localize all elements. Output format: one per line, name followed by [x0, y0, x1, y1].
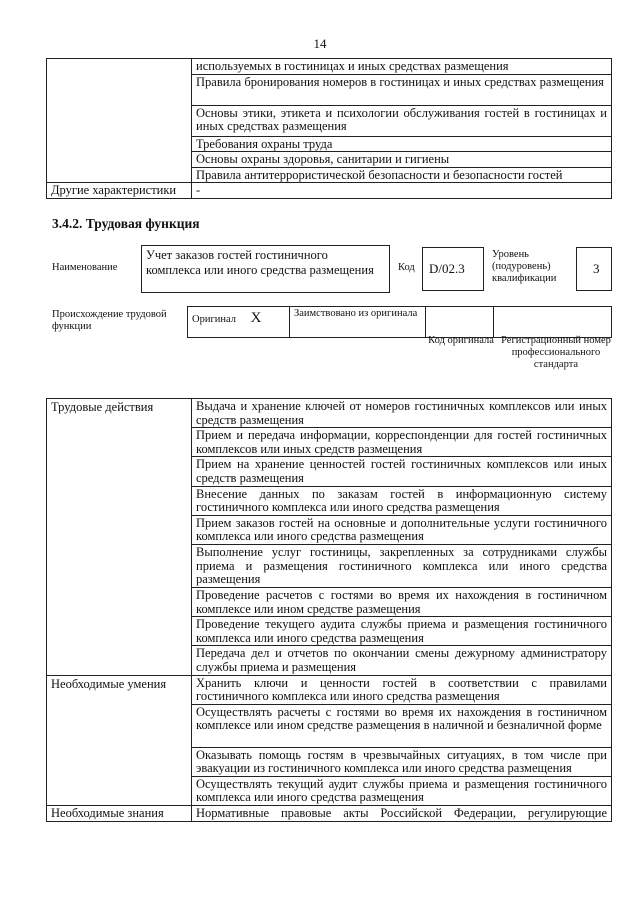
page-number: 14 [313, 36, 327, 51]
action-row: Выдача и хранение ключей от номеров гостиничных комплексов или иных средств размещения [192, 399, 612, 428]
origin-table [187, 306, 612, 338]
original-code-cell [426, 307, 494, 338]
knowledge-row: Правила антитеррористической безопасности и безопасности гостей [192, 167, 612, 183]
function-name-box [141, 245, 390, 293]
registration-number-cell [494, 307, 612, 338]
action-row: Внесение данных по заказам гостей в информационную систему гостиничного комплекса или иного средства размещения [192, 486, 612, 515]
other-characteristics-value: - [192, 183, 612, 199]
original-mark: X [250, 310, 262, 326]
code-label: Код [398, 262, 415, 273]
action-row: Проведение расчетов с гостями во время их нахождения в гостиничном комплексе или ином средстве размещения [192, 587, 612, 616]
action-row: Выполнение услуг гостиницы, закрепленных за сотрудниками службы приема и размещения гостиничного комплекса или иного средства размещения [192, 544, 612, 587]
action-row: Проведение текущего аудита службы приема и размещения гостиничного комплекса или иного средства размещения [192, 617, 612, 646]
skill-row: Осуществлять расчеты с гостями во время их нахождения в гостиничном комплексе или ином средстве размещения в наличной и безналичной форме [192, 704, 612, 747]
action-row: Прием и передача информации, корреспонденции для гостей гостиничных комплексов или иных средств размещения [192, 428, 612, 457]
labor-function-table [46, 398, 612, 822]
registration-caption: Регистрационный номер профессионального стандарта [501, 335, 611, 370]
original-label: Оригинал [192, 314, 236, 325]
actions-label: Трудовые действия [47, 399, 192, 676]
qualification-level-box [576, 247, 612, 291]
knowledge-label: Необходимые знания [47, 806, 192, 822]
knowledge-row: Правила бронирования номеров в гостиницах и иных средствах размещения [192, 74, 612, 105]
knowledge-row: Требования охраны труда [192, 136, 612, 152]
empty-label-cell [47, 59, 192, 183]
level-label: Уровень (подуровень) квалификации [492, 249, 557, 284]
name-label: Наименование [52, 262, 118, 273]
qualification-level-value: 3 [593, 261, 600, 276]
skill-row: Оказывать помощь гостям в чрезвычайных ситуациях, в том числе при эвакуации из гостиничного комплекса или иного средства размещения [192, 747, 612, 776]
function-name-value: Учет заказов гостей гостиничного комплекса или иного средства размещения [146, 248, 374, 277]
other-characteristics-label: Другие характеристики [47, 183, 192, 199]
section-title: 3.4.2. Трудовая функция [52, 216, 200, 231]
skill-row: Хранить ключи и ценности гостей в соответствии с правилами гостиничного комплекса или иного средства размещения [192, 675, 612, 704]
skill-row: Осуществлять текущий аудит службы приема и размещения гостиничного комплекса или иного средства размещения [192, 776, 612, 805]
original-cell [188, 307, 290, 338]
function-code-value: D/02.3 [429, 261, 465, 276]
knowledge-row: Основы этики, этикета и психологии обслуживания гостей в гостиницах и иных средствах размещения [192, 105, 612, 136]
knowledge-row: Основы охраны здоровья, санитарии и гигиены [192, 152, 612, 168]
action-row: Прием заказов гостей на основные и дополнительные услуги гостиничного комплекса или иного средства размещения [192, 515, 612, 544]
action-row: Передача дел и отчетов по окончании смены дежурному администратору службы приема и размещения [192, 646, 612, 675]
borrowed-label: Заимствовано из оригинала [290, 307, 426, 338]
skills-label: Необходимые умения [47, 675, 192, 806]
code-caption: Код оригинала [428, 335, 494, 346]
origin-label: Происхождение трудовой функции [52, 309, 167, 332]
function-code-box [422, 247, 484, 291]
knowledge-row: Нормативные правовые акты Российской Федерации, регулирующие [192, 806, 612, 822]
action-row: Прием на хранение ценностей гостей гостиничных комплексов или иных средств размещения [192, 457, 612, 486]
knowledge-row: используемых в гостиницах и иных средствах размещения [192, 59, 612, 75]
top-characteristics-table [46, 58, 612, 199]
